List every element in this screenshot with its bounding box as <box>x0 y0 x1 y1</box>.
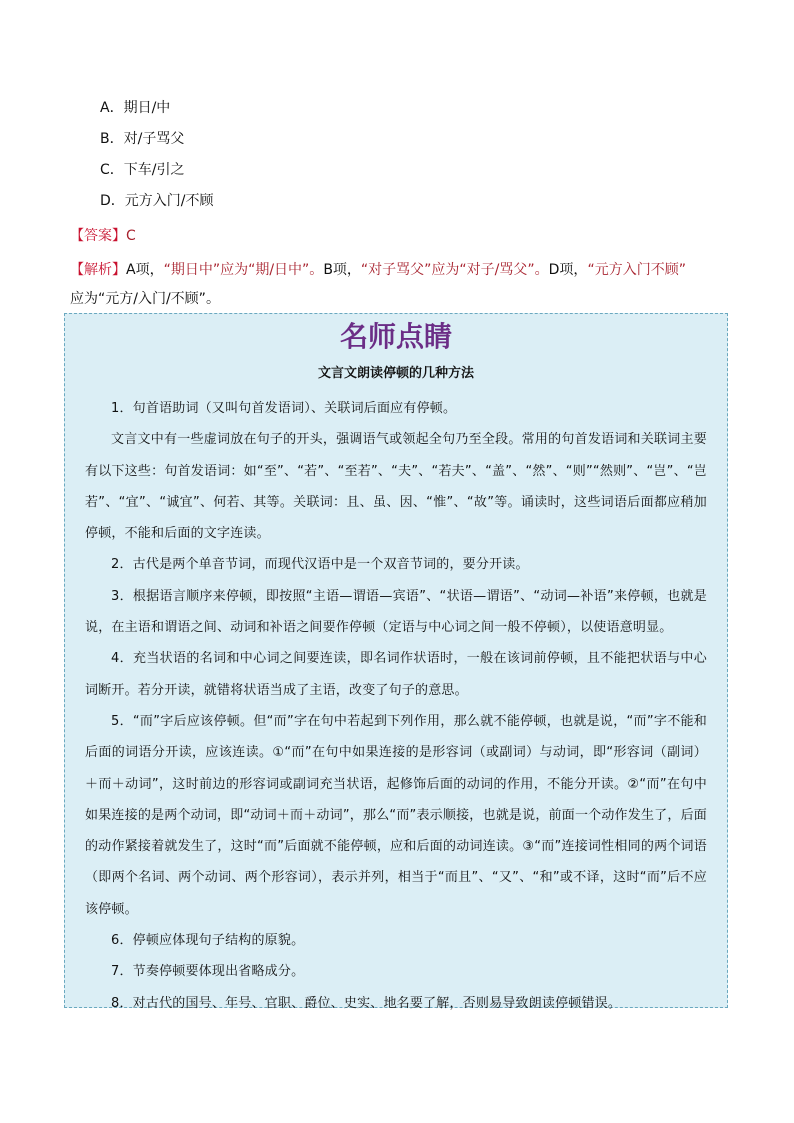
analysis-part: D项， <box>548 262 588 278</box>
option-label: A． <box>100 100 124 116</box>
tip-paragraph: 7．节奏停顿要体现出省略成分。 <box>111 964 305 980</box>
option-b <box>100 129 720 160</box>
teacher-tip-box <box>64 313 728 1011</box>
answer-options <box>100 98 720 222</box>
analysis-part: B项， <box>323 262 361 278</box>
tip-paragraph: 1．句首语助词（又叫句首发语词）、关联词后面应有停顿。 <box>111 401 457 416</box>
option-text: 对/子骂父 <box>123 131 185 147</box>
option-text: 元方入门/不顾 <box>124 193 214 209</box>
tip-subtitle: 文言文朗读停顿的几种方法 <box>317 366 474 381</box>
analysis-continuation: 应为“元方/入门/不顾”。 <box>70 291 220 307</box>
option-d <box>100 191 720 222</box>
answer-value: C <box>126 228 136 244</box>
tip-paragraph: 2．古代是两个单音节词，而现代汉语中是一个双音节词的，要分开读。 <box>111 557 529 573</box>
analysis-part: “期日中”应为“期/日中”。 <box>163 262 324 278</box>
analysis-part: “元方入门不顾” <box>587 262 686 278</box>
analysis-paragraph <box>70 256 732 314</box>
tip-paragraph: 4．充当状语的名词和中心词之间要连读，即名词作状语时，一般在该词前停顿，且不能把状语与中心词断开。若分开读，就错将状语当成了主语，改变了句子的意思。 <box>85 651 707 698</box>
option-a <box>100 98 720 129</box>
option-label: B． <box>100 131 124 147</box>
tip-paragraph: 文言文中有一些虚词放在句子的开头，强调语气或领起全句乃至全段。常用的句首发语词和关联词主要有以下这些：句首发语词：如“至”、“若”、“至若”、“夫”、“若夫”、“盖”、“然”、“则”“然则”、“岂”、“岂若”、“宜”、“诚宜”、何若、其等。关联词：且、虽、因、“惟”、“故”等。诵读时，这些词语后面都应稍加停顿，不能和后面的文字连读。 <box>85 432 707 542</box>
option-c <box>100 160 720 191</box>
option-label: D． <box>100 193 125 209</box>
answer-tag: 【答案】 <box>70 228 126 244</box>
option-text: 下车/引之 <box>123 162 185 178</box>
tip-title: 名师点睛 <box>339 320 452 353</box>
analysis-tag: 【解析】 <box>70 262 126 278</box>
tip-paragraph: 5．“而”字后应该停顿。但“而”字在句中若起到下列作用，那么就不能停顿，也就是说，“而”字不能和后面的词语分开读，应该连读。①“而”在句中如果连接的是形容词（或副词）与动词，即“形容词（副词）＋而＋动词”，这时前边的形容词或副词充当状语，起修饰后面的动词的作用，不能分开读。②“而”在句中如果连接的是两个动词，即“动词＋而＋动词”，那么“而”表示顺接，也就是说，前面一个动作发生了，后面的动作紧接着就发生了，这时“而”后面就不能停顿，应和后面的动词连读。③“而”连接词性相同的两个词语（即两个名词、两个动词、两个形容词），表示并列，相当于“而且”、“又”、“和”或不译，这时“而”后不应该停顿。 <box>85 713 707 917</box>
tip-paragraph: 6．停顿应体现句子结构的原貌。 <box>111 933 305 949</box>
tip-paragraph: 3．根据语言顺序来停顿，即按照“主语—谓语—宾语”、“状语—谓语”、“动词—补语”来停顿，也就是说，在主语和谓语之间、动词和补语之间要作停顿（定语与中心词之间一般不停顿），以使语意明显。 <box>85 588 707 636</box>
option-text: 期日/中 <box>123 100 171 116</box>
analysis-part: “对子骂父”应为“对子/骂父”。 <box>360 262 549 278</box>
analysis-part: A项， <box>126 262 164 278</box>
answer-line <box>70 226 136 246</box>
option-label: C． <box>100 162 124 178</box>
tip-paragraph: 8．对古代的国号、年号、官职、爵位、史实、地名要了解，否则易导致朗读停顿错误。 <box>111 995 622 1011</box>
